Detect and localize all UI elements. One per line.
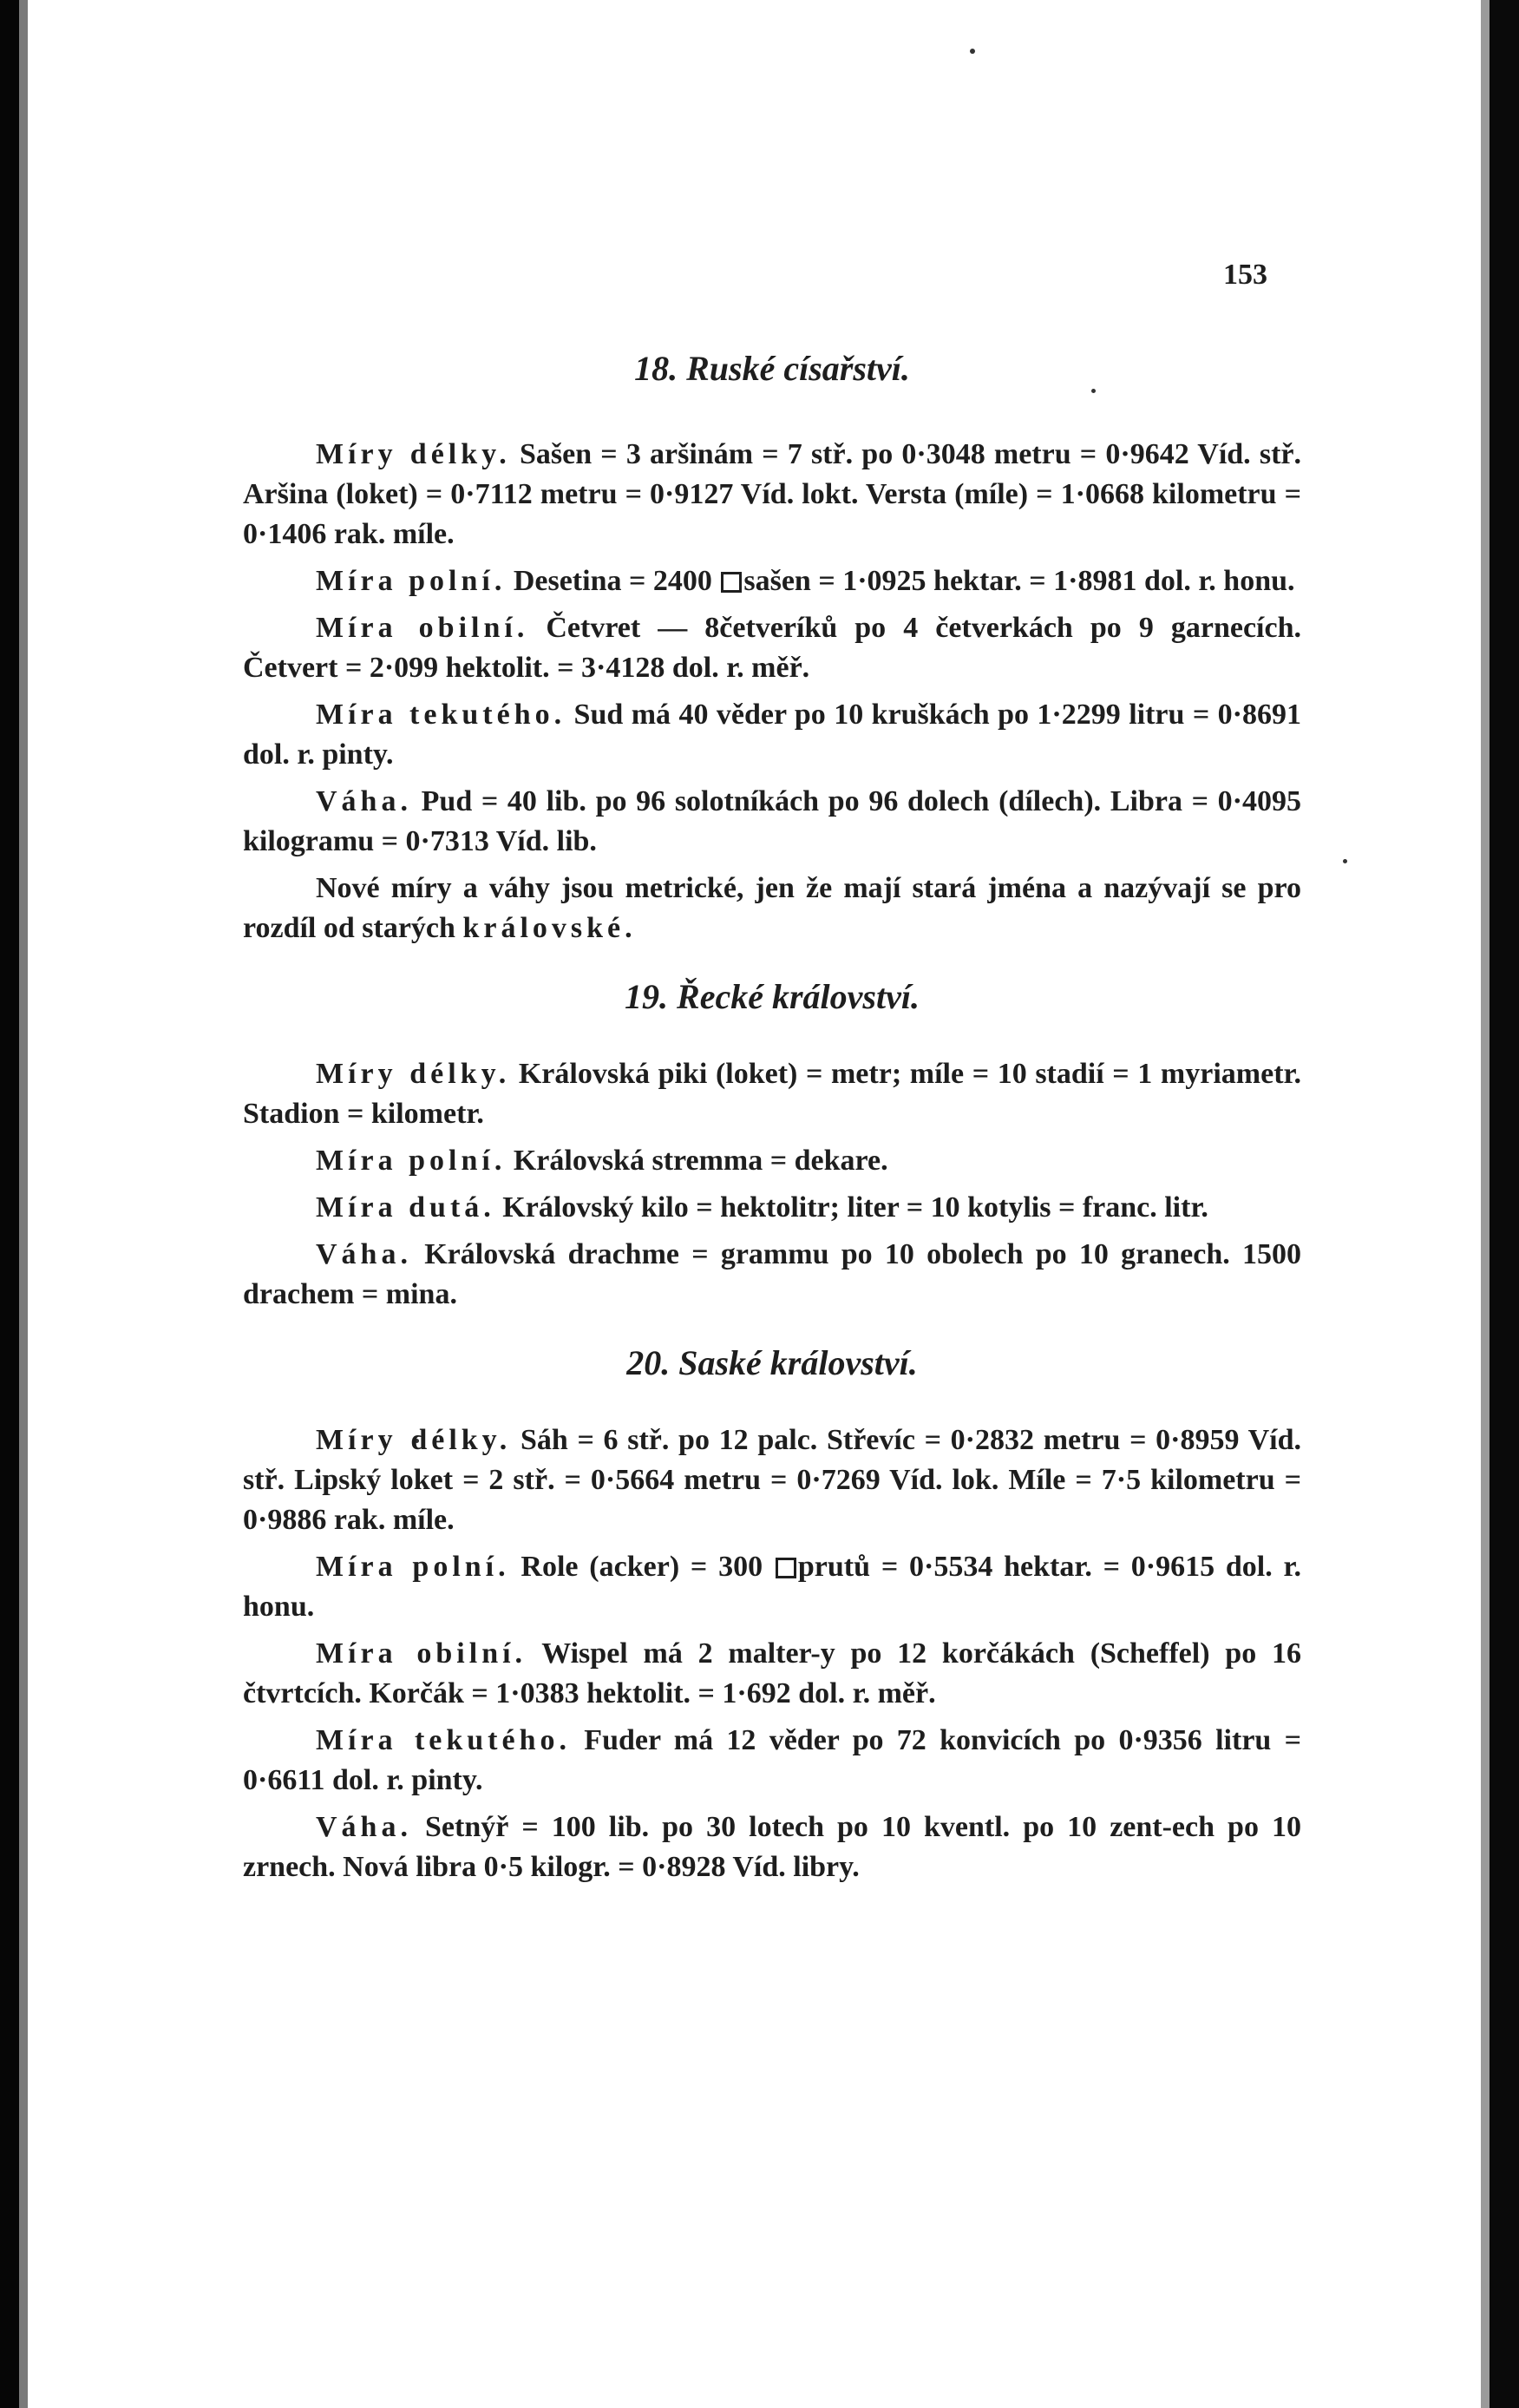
section-name: Ruské císařství. — [686, 349, 910, 388]
paragraph — [243, 1808, 1301, 1887]
scan-border-right — [1490, 0, 1519, 2408]
square-symbol-icon — [776, 1558, 796, 1578]
scan-speck — [970, 49, 975, 54]
paragraph — [243, 1721, 1301, 1801]
paragraph-heading: Míry délky. — [316, 438, 511, 470]
paragraph-text: prutů = 0·5534 hektar. = 0·9615 dol. r. honu. — [243, 1551, 1302, 1623]
paragraph-text: Desetina = 2400 — [506, 565, 720, 597]
paragraph-heading: Míra obilní. — [316, 612, 529, 644]
paragraph-text: Sašen = 3 aršinám = 7 stř. po 0·3048 metru = 0·9642 Víd. stř. Aršina (loket) = 0·7112 metru = 0·9127 Víd. lokt. Versta (míle) = 1·0668 kilometru = 0·1406 rak. míle. — [243, 438, 1302, 550]
paragraph-text: Královská stremma = dekare. — [506, 1145, 888, 1177]
paragraph-text: Královská drachme = grammu po 10 obolech po 10 granech. 1500 drachem = mina. — [243, 1238, 1301, 1310]
paragraph — [243, 1141, 1301, 1181]
section-number: 18. — [634, 349, 678, 388]
paragraph — [243, 1421, 1301, 1540]
paragraph-text: Četvret — 8četveríků po 4 četverkách po 9 garnecích. Četvert = 2·099 hektolit. = 3·4128 dol. r. měř. — [243, 612, 1301, 684]
section-name: Řecké království. — [677, 977, 920, 1016]
paragraph — [243, 1634, 1301, 1714]
paragraph-text: Nové míry a váhy jsou metrické, jen že mají stará jména a nazývají se pro rozdíl od starých — [243, 872, 1301, 944]
paragraph-heading: Míra dutá. — [316, 1191, 495, 1224]
paragraph-text: Královská piki (loket) = metr; míle = 10 stadií = 1 myriametr. Stadion = kilometr. — [243, 1058, 1301, 1130]
square-symbol-icon — [721, 572, 742, 593]
paragraph-heading: Míra obilní. — [316, 1637, 527, 1670]
paragraph — [243, 561, 1301, 601]
paragraph-text: Sáh = 6 stř. po 12 palc. Střevíc = 0·2832 metru = 0·8959 Víd. stř. Lipský loket = 2 stř. = 0·5664 metru = 0·7269 Víd. lok. Míle = 7·5 kilometru = 0·9886 rak. míle. — [243, 1424, 1301, 1536]
paragraph-text: Pud = 40 lib. po 96 solotníkách po 96 dolech (dílech). Libra = 0·4095 kilogramu = 0·7313 Víd. lib. — [243, 785, 1301, 857]
section-title — [243, 343, 1301, 395]
section-title — [243, 1337, 1301, 1389]
paragraph — [243, 782, 1301, 862]
paragraph-heading: Váha. — [316, 1238, 412, 1270]
paragraph — [243, 1235, 1301, 1315]
page-number: 153 — [1223, 259, 1267, 291]
paragraph — [243, 869, 1301, 948]
paragraph-heading: Míra polní. — [316, 565, 507, 597]
section-name: Saské království. — [678, 1343, 918, 1382]
scan-border-right-shade — [1481, 0, 1490, 2408]
paragraph-heading: Míry délky. — [316, 1058, 511, 1090]
scan-speck — [1343, 859, 1347, 863]
paragraph-text: Sud má 40 věder po 10 kruškách po 1·2299 litru = 0·8691 dol. r. pinty. — [243, 699, 1301, 771]
paragraph-heading: Míra polní. — [316, 1551, 510, 1583]
paragraph-text: . — [625, 912, 632, 944]
paragraph-heading: Míry délky. — [316, 1424, 512, 1456]
section-number: 20. — [626, 1343, 671, 1382]
paragraph-text: sašen = 1·0925 hektar. = 1·8981 dol. r. honu. — [743, 565, 1295, 597]
section-title — [243, 971, 1301, 1023]
scan-border-left — [0, 0, 19, 2408]
paragraph-text: Královský kilo = hektolitr; liter = 10 kotylis = franc. litr. — [494, 1191, 1208, 1224]
paragraph — [243, 1188, 1301, 1228]
paragraph-text: Role (acker) = 300 — [509, 1551, 774, 1583]
scan-border-left-shade — [19, 0, 28, 2408]
section-number: 19. — [625, 977, 669, 1016]
paragraph-heading: Míra tekutého. — [316, 699, 566, 731]
paragraph — [243, 695, 1301, 775]
paragraph-text: Fuder má 12 věder po 72 konvicích po 0·9356 litru = 0·6611 dol. r. pinty. — [243, 1724, 1302, 1796]
paragraph — [243, 1054, 1301, 1134]
page-body — [243, 343, 1301, 1894]
paragraph — [243, 608, 1301, 688]
paragraph-heading: Váha. — [316, 1811, 412, 1843]
paragraph — [243, 1547, 1301, 1627]
paragraph-heading: Míra polní. — [316, 1145, 507, 1177]
spaced-word: královské — [462, 912, 625, 944]
paragraph-text: Wispel má 2 malter-y po 12 korčákách (Scheffel) po 16 čtvrtcích. Korčák = 1·0383 hektolit. = 1·692 dol. r. měř. — [243, 1637, 1301, 1709]
paragraph-text: Setnýř = 100 lib. po 30 lotech po 10 kventl. po 10 zent-ech po 10 zrnech. Nová libra 0·5 kilogr. = 0·8928 Víd. libry. — [243, 1811, 1301, 1883]
paragraph-heading: Váha. — [316, 785, 412, 817]
paragraph — [243, 435, 1301, 554]
paragraph-heading: Míra tekutého. — [316, 1724, 571, 1756]
